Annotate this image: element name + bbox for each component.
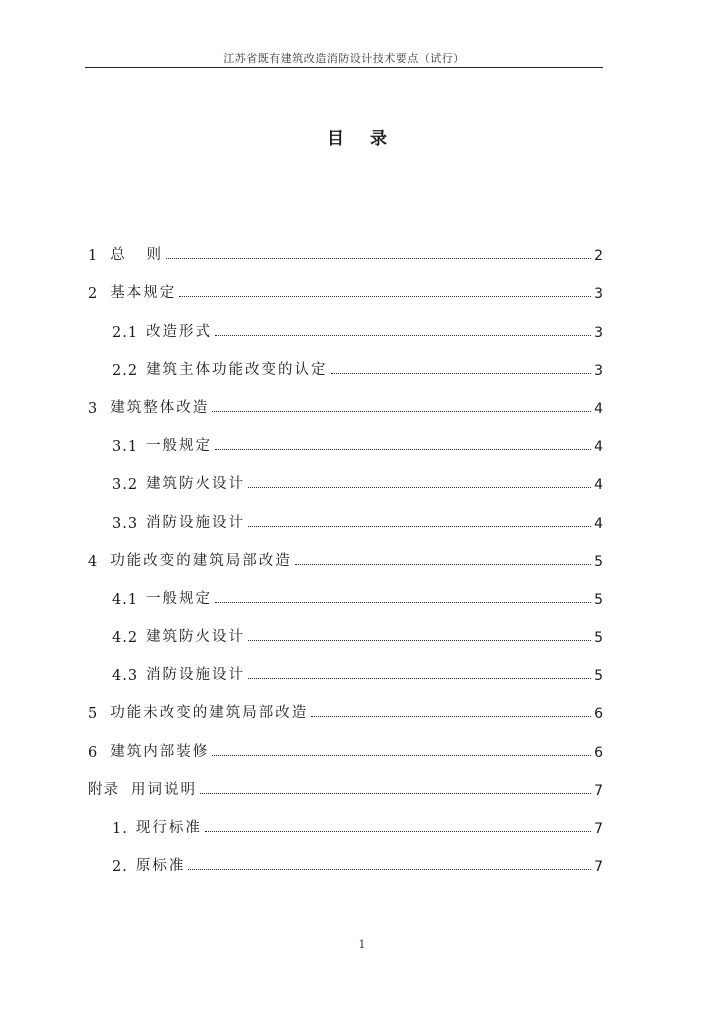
toc-dot-leader bbox=[331, 373, 592, 374]
toc-entry-label: 改造形式 bbox=[146, 323, 213, 340]
toc-entry-number: 4.2 bbox=[112, 630, 139, 647]
page-number: 1 bbox=[358, 938, 366, 951]
toc-dot-leader bbox=[215, 602, 591, 603]
toc-entry-number: 4.1 bbox=[112, 591, 139, 608]
toc-entry-label: 建筑防火设计 bbox=[146, 629, 246, 646]
toc-dot-leader bbox=[248, 640, 591, 641]
toc-entry-page: 6 bbox=[594, 706, 603, 723]
toc-entry[interactable] bbox=[88, 341, 603, 379]
toc-entry-number: 3.3 bbox=[112, 515, 139, 532]
toc-dot-leader bbox=[215, 335, 591, 336]
toc-entry-page: 6 bbox=[594, 744, 603, 761]
toc-entry[interactable] bbox=[88, 532, 603, 570]
toc-entry-page: 3 bbox=[594, 324, 603, 341]
toc-dot-leader bbox=[248, 526, 591, 527]
toc-entry-label: 建筑防火设计 bbox=[146, 476, 246, 493]
toc-dot-leader bbox=[215, 449, 591, 450]
toc-entry[interactable] bbox=[88, 417, 603, 455]
toc-entry-label: 消防设施设计 bbox=[146, 514, 246, 531]
toc-entry[interactable] bbox=[88, 264, 603, 302]
toc-entry-number: 2. bbox=[112, 859, 128, 876]
toc-entry-page: 7 bbox=[594, 782, 603, 799]
header-rule bbox=[85, 67, 603, 68]
toc-entry[interactable] bbox=[88, 646, 603, 684]
toc-title: 目 录 bbox=[327, 129, 397, 149]
toc-dot-leader bbox=[188, 869, 591, 870]
toc-dot-leader bbox=[212, 755, 591, 756]
running-header: 江苏省既有建筑改造消防设计技术要点（试行） bbox=[223, 52, 465, 65]
toc-entry-label: 建筑主体功能改变的认定 bbox=[146, 361, 328, 378]
toc-entry[interactable] bbox=[88, 608, 603, 646]
toc-entry-label: 总 则 bbox=[110, 247, 164, 264]
toc-entry-label: 功能改变的建筑局部改造 bbox=[110, 552, 292, 569]
toc-dot-leader bbox=[295, 564, 591, 565]
toc-entry[interactable] bbox=[88, 379, 603, 417]
toc-entry[interactable] bbox=[88, 226, 603, 264]
toc-entry-number: 6 bbox=[88, 744, 99, 761]
toc-dot-leader bbox=[166, 258, 591, 259]
toc-entry-label: 功能未改变的建筑局部改造 bbox=[110, 705, 309, 722]
toc-entry[interactable] bbox=[88, 761, 603, 799]
toc-list bbox=[88, 226, 603, 875]
toc-entry-number: 2.1 bbox=[112, 324, 139, 341]
toc-dot-leader bbox=[248, 678, 591, 679]
toc-entry-number: 1 bbox=[88, 248, 99, 265]
toc-entry-label: 现行标准 bbox=[135, 820, 202, 836]
toc-dot-leader bbox=[200, 793, 591, 794]
toc-entry-number: 1. bbox=[112, 821, 128, 837]
toc-entry-number: 3 bbox=[88, 400, 99, 417]
toc-entry-number: 附录 bbox=[88, 781, 119, 798]
toc-entry-page: 5 bbox=[594, 668, 603, 685]
toc-entry-number: 4 bbox=[88, 553, 99, 570]
toc-dot-leader bbox=[212, 411, 591, 412]
toc-entry[interactable] bbox=[88, 684, 603, 722]
toc-entry-page: 3 bbox=[594, 362, 603, 379]
toc-entry[interactable] bbox=[88, 302, 603, 340]
toc-entry-page: 7 bbox=[594, 859, 603, 876]
toc-entry-page: 3 bbox=[594, 286, 603, 303]
toc-dot-leader bbox=[311, 716, 591, 717]
toc-entry-number: 5 bbox=[88, 706, 99, 723]
toc-dot-leader bbox=[179, 296, 591, 297]
toc-dot-leader bbox=[248, 487, 591, 488]
toc-entry-label: 基本规定 bbox=[110, 285, 177, 302]
toc-entry-label: 一般规定 bbox=[146, 438, 213, 455]
toc-entry[interactable] bbox=[88, 722, 603, 760]
toc-entry-number: 3.1 bbox=[112, 439, 139, 456]
toc-entry-page: 5 bbox=[594, 591, 603, 608]
toc-entry-label: 一般规定 bbox=[146, 590, 213, 607]
toc-entry-page: 4 bbox=[594, 477, 603, 494]
toc-entry[interactable] bbox=[88, 570, 603, 608]
toc-entry-label: 建筑内部装修 bbox=[110, 743, 210, 760]
toc-entry-page: 5 bbox=[594, 630, 603, 647]
toc-entry-number: 4.3 bbox=[112, 668, 139, 685]
toc-entry-page: 7 bbox=[594, 821, 603, 837]
toc-entry-page: 5 bbox=[594, 553, 603, 570]
toc-entry-number: 2.2 bbox=[112, 362, 139, 379]
toc-entry[interactable] bbox=[88, 799, 603, 837]
toc-entry-number: 2 bbox=[88, 286, 99, 303]
toc-entry-page: 4 bbox=[594, 400, 603, 417]
toc-entry-page: 2 bbox=[594, 248, 603, 265]
toc-entry[interactable] bbox=[88, 455, 603, 493]
toc-entry-page: 4 bbox=[594, 439, 603, 456]
toc-entry-label: 用词说明 bbox=[131, 781, 197, 798]
toc-entry-label: 消防设施设计 bbox=[146, 667, 246, 684]
toc-dot-leader bbox=[205, 831, 591, 832]
toc-entry-label: 原标准 bbox=[135, 858, 186, 875]
toc-entry-page: 4 bbox=[594, 515, 603, 532]
toc-entry-number: 3.2 bbox=[112, 477, 139, 494]
toc-entry-label: 建筑整体改造 bbox=[110, 399, 210, 416]
toc-entry[interactable] bbox=[88, 837, 603, 875]
toc-entry[interactable] bbox=[88, 493, 603, 531]
